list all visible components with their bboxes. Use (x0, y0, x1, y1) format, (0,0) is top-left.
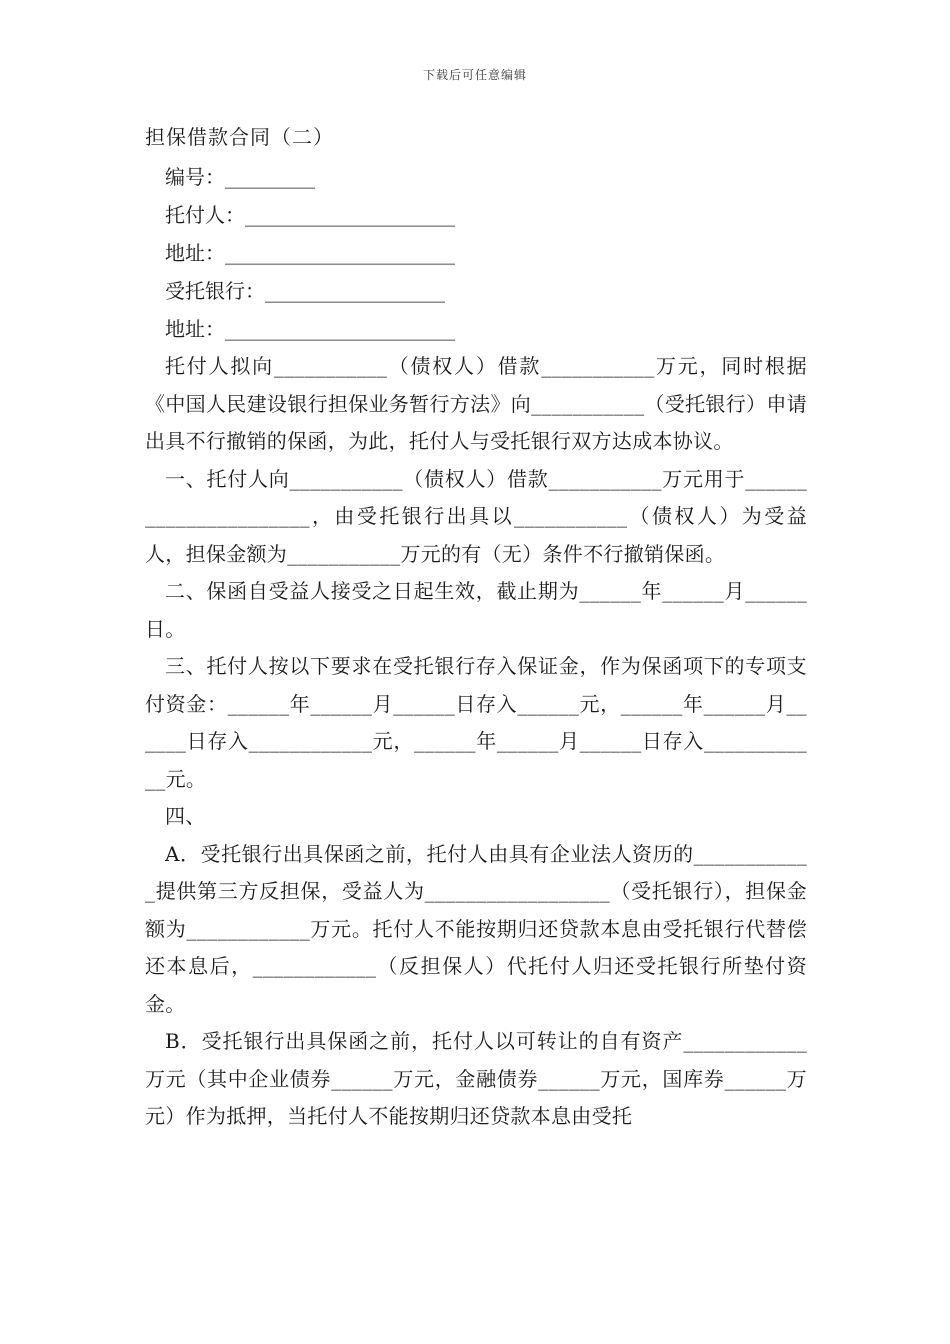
bank-address-field: 地址：_______________________ (165, 317, 455, 341)
clause-4-heading: 四、 (165, 804, 206, 828)
clause-4a-paragraph: A．受托银行出具保函之前，托付人由具有企业法人资历的____________提供第三方反担保，受益人为__________________（受托银行），担保金额为____________万元。托付人不能按期归还贷款本息由受托银行代替偿还本息后，____________（反担保人）代托付人归还受托银行所垫付资金。 (145, 841, 807, 1016)
clause-1-paragraph: 一、托付人向___________（债权人）借款___________万元用于______________________，由受托银行出具以___________（债权人）为受益人，担保金额为___________万元的有（无）条件不行撤销保函。 (145, 466, 807, 566)
clause-3-paragraph: 三、托付人按以下要求在受托银行存入保证金，作为保函项下的专项支付资金：______年______月______日存入______元，______年______月______日存入____________元，______年______月______日存入____________元。 (145, 654, 807, 791)
principal-field: 托付人：_____________________ (165, 203, 455, 227)
contract-number-field: 编号：_________ (165, 165, 315, 189)
document-title: 担保借款合同（二） (145, 125, 334, 149)
page-header-note: 下载后可任意编辑 (422, 68, 527, 82)
contract-document (145, 124, 807, 1136)
principal-address-field: 地址：_______________________ (165, 241, 455, 265)
clause-2-paragraph: 二、保函自受益人接受之日起生效，截止期为______年______月______日。 (145, 579, 807, 641)
clause-4b-paragraph: B．受托银行出具保函之前，托付人以可转让的自有资产____________万元（其中企业债券______万元，金融债券______万元，国库券______万元）作为抵押，当托付人不能按期归还贷款本息由受托 (145, 1029, 807, 1128)
preamble-paragraph: 托付人拟向___________（债权人）借款___________万元，同时根据《中国人民建设银行担保业务暂行方法》向___________（受托银行）申请出具不行撤销的保函，为此，托付人与受托银行双方达成本协议。 (145, 354, 807, 453)
trustee-bank-field: 受托银行：__________________ (165, 279, 445, 303)
